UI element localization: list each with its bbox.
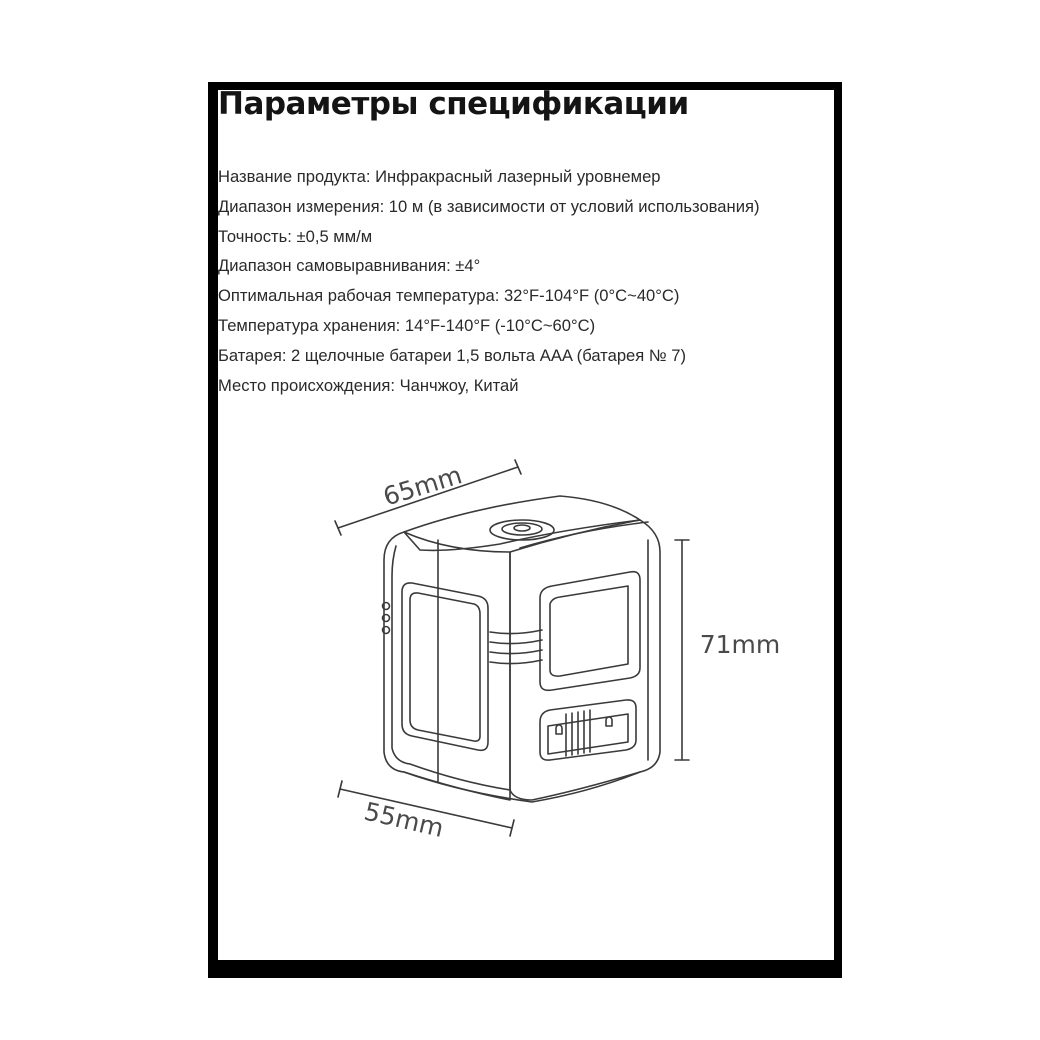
front-laser-window (402, 583, 488, 750)
spec-storage-temperature: Температура хранения: 14°F-140°F (-10°C~60°C) (218, 315, 596, 335)
product-dimension-drawing (320, 440, 800, 860)
height-dimension-label: 71mm (699, 630, 781, 659)
unlock-icon (606, 717, 612, 726)
spec-measuring-range: Диапазон измерения: 10 м (в зависимости от условий использования) (218, 196, 760, 216)
lock-icon (556, 725, 562, 734)
spec-battery: Батарея: 2 щелочные батареи 1,5 вольта AAA (батарея № 7) (218, 345, 687, 365)
spec-list (218, 162, 759, 400)
spec-operating-temperature: Оптимальная рабочая температура: 32°F-104°F (0°C~40°C) (218, 286, 680, 306)
side-laser-window (540, 572, 640, 691)
width-dimension-label: 65mm (379, 460, 466, 512)
depth-dimension-label: 55mm (361, 796, 447, 843)
spec-self-leveling-range: Диапазон самовыравнивания: ±4° (218, 256, 481, 276)
spec-origin: Место происхождения: Чанчжоу, Китай (218, 375, 519, 395)
laser-level-device (383, 496, 661, 802)
spec-accuracy: Точность: ±0,5 мм/м (218, 226, 373, 246)
height-dimension-line (675, 540, 689, 760)
power-switch (540, 700, 636, 760)
page-title: Параметры спецификации (218, 86, 689, 122)
spec-product-name: Название продукта: Инфракрасный лазерный уровнемер (218, 167, 661, 186)
